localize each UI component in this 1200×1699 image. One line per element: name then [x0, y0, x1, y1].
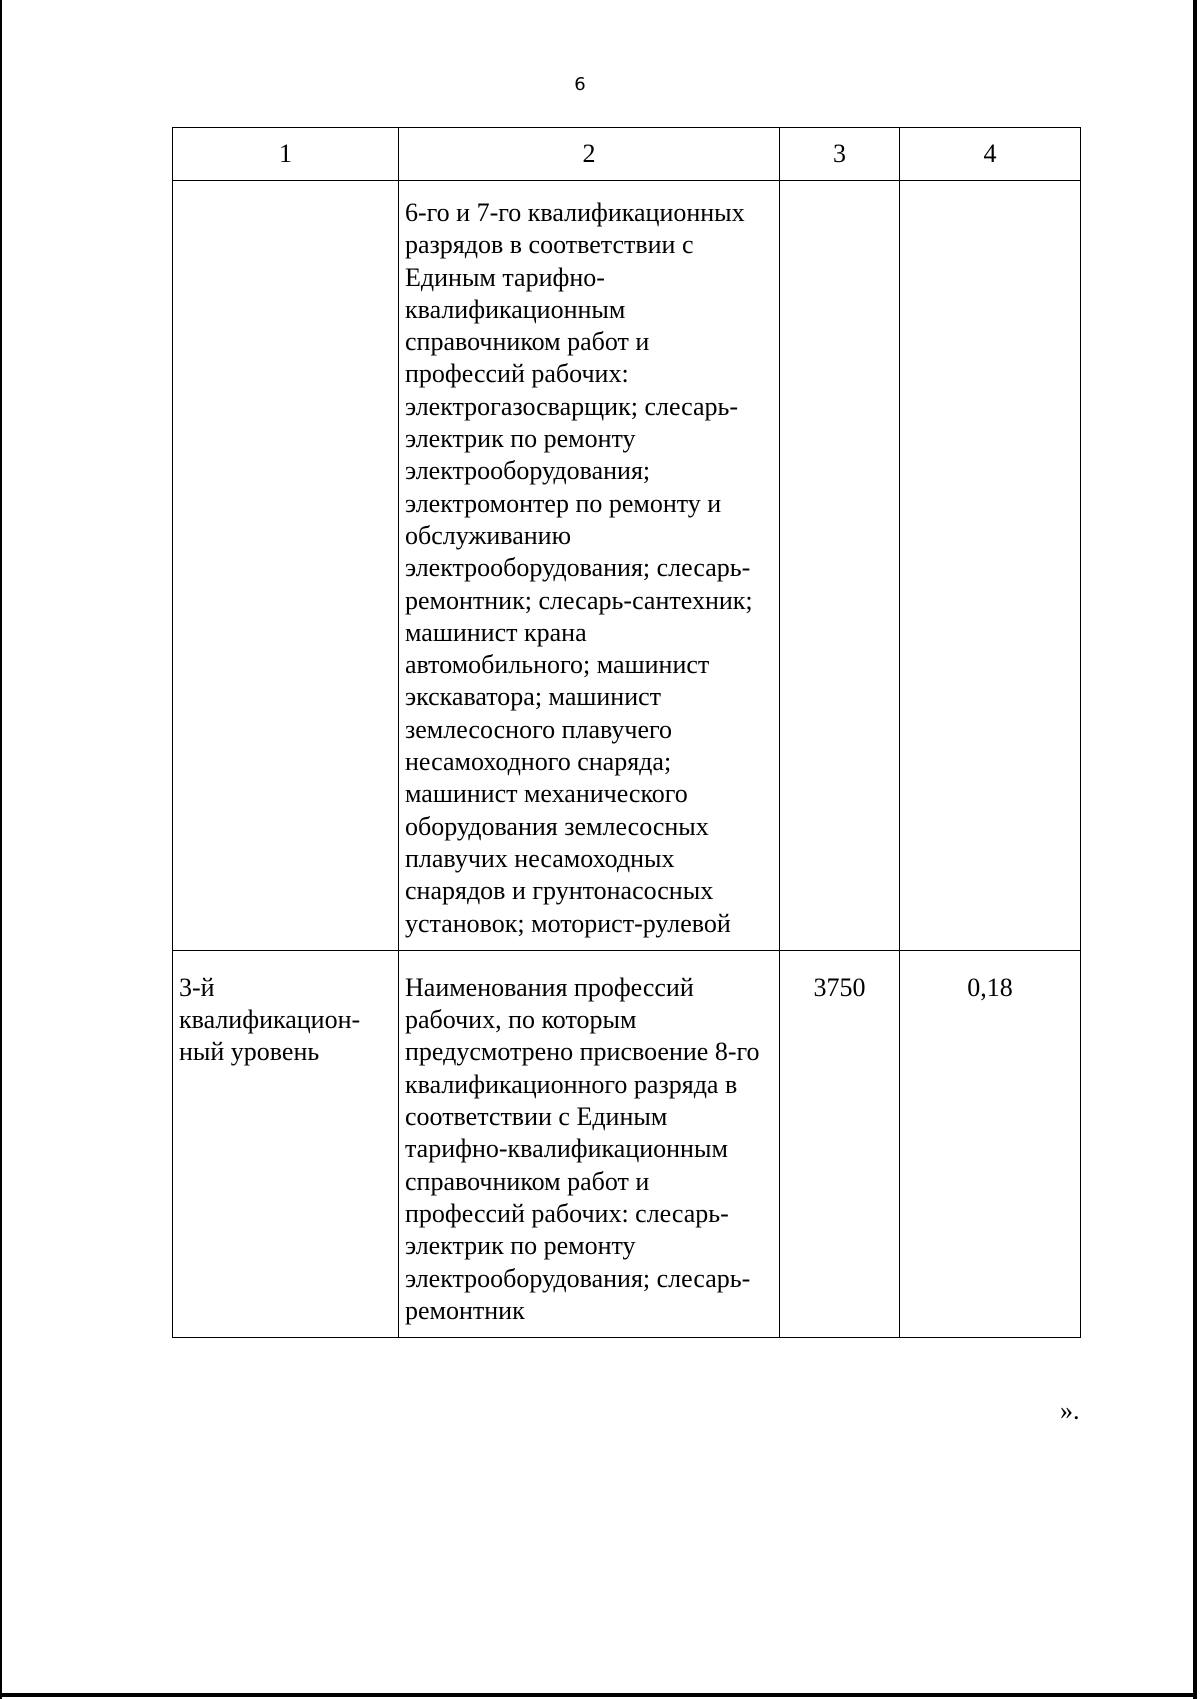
column-header-1: 1 [173, 128, 399, 181]
professions-cell: Наименования профессий рабочих, по которым предусмотрено присвоение 8-го квалификационного разряда в соответствии с Единым тарифно-квалификационным справочником работ и профессий рабочих: слесарь-электрик по ремонту электрооборудования; слесарь-ремонтник [399, 950, 780, 1337]
qualification-level-cell [173, 181, 399, 951]
coefficient-cell [900, 181, 1081, 951]
coefficient-cell: 0,18 [900, 950, 1081, 1337]
qualification-level-cell: 3-й квалификацион-ный уровень [173, 950, 399, 1337]
scan-border-left [0, 0, 2, 1699]
salary-cell: 3750 [780, 950, 900, 1337]
scan-border-bottom [0, 1693, 1197, 1697]
closing-quote: ». [1060, 1396, 1080, 1425]
salary-cell [780, 181, 900, 951]
column-header-3: 3 [780, 128, 900, 181]
table-header-row [173, 128, 1081, 181]
professions-cell: 6-го и 7-го квалификационных разрядов в соответствии с Единым тарифно-квалификационным справочником работ и профессий рабочих: электрогазосварщик; слесарь-электрик по ремонту электрооборудования; электромонтер по ремонту и обслуживанию электрооборудования; слесарь-ремонтник; слесарь-сантехник; машинист крана автомобильного; машинист экскаватора; машинист землесосного плавучего несамоходного снаряда; машинист механического оборудования землесосных плавучих несамоходных снарядов и грунтонасосных установок; моторист-рулевой [399, 181, 780, 951]
column-header-2: 2 [399, 128, 780, 181]
data-table [172, 127, 1081, 1338]
scan-border-right [1193, 0, 1197, 1699]
page-number: 6 [574, 74, 586, 95]
table-row [173, 950, 1081, 1337]
column-header-4: 4 [900, 128, 1081, 181]
table-row [173, 181, 1081, 951]
